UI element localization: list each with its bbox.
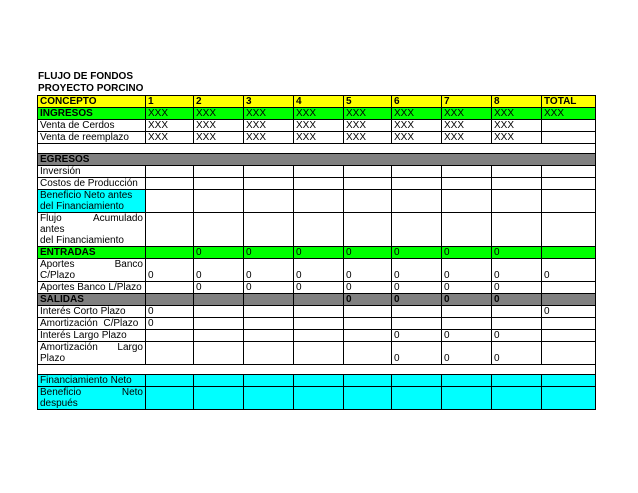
cell: [194, 342, 244, 365]
cell: XXX: [194, 108, 244, 120]
cell: [294, 318, 344, 330]
header-cell: CONCEPTO: [38, 96, 146, 108]
header-cell: 8: [492, 96, 542, 108]
cell: XXX: [294, 120, 344, 132]
cell: 0: [392, 342, 442, 365]
cell: [194, 318, 244, 330]
row-label: Venta de Cerdos: [38, 120, 146, 132]
row-label: Costos de Producción: [38, 178, 146, 190]
cell: 0: [294, 282, 344, 294]
cell: [294, 306, 344, 318]
header-cell: TOTAL: [542, 96, 596, 108]
row-label: [38, 387, 146, 410]
cell: [294, 294, 344, 306]
venta-cerdos-row: [38, 120, 596, 132]
cell: 0: [492, 330, 542, 342]
cell: 0: [392, 282, 442, 294]
cell: XXX: [442, 120, 492, 132]
cell: 0: [146, 306, 194, 318]
cell: XXX: [244, 132, 294, 144]
row-label: [38, 342, 146, 365]
cell: XXX: [244, 108, 294, 120]
interes-corto-row: [38, 306, 596, 318]
header-cell: 3: [244, 96, 294, 108]
cell: 0: [442, 330, 492, 342]
row-label: [38, 259, 146, 282]
cell: 0: [442, 342, 492, 365]
cell: 0: [442, 294, 492, 306]
row-label: [38, 213, 146, 247]
header-cell: 1: [146, 96, 194, 108]
spacer-row: [38, 365, 596, 375]
aportes-lplazo-row: [38, 282, 596, 294]
cell: 0: [194, 247, 244, 259]
cell: [244, 342, 294, 365]
row-label: Venta de reemplazo: [38, 132, 146, 144]
cell: [344, 306, 392, 318]
cell: 0: [542, 306, 596, 318]
cell: XXX: [244, 120, 294, 132]
aportes-cplazo-row: [38, 259, 596, 282]
cell: 0: [146, 318, 194, 330]
header-cell: 5: [344, 96, 392, 108]
cell: XXX: [344, 132, 392, 144]
cell: XXX: [392, 108, 442, 120]
cell: 0: [194, 259, 244, 282]
cell: [344, 318, 392, 330]
cell: 0: [294, 247, 344, 259]
label-line: del Financiamiento: [40, 235, 124, 246]
label-word: Neto: [121, 387, 143, 398]
spacer-row: [38, 144, 596, 154]
beneficio-despues-row: [38, 387, 596, 410]
cell: 0: [244, 282, 294, 294]
label-word: Beneficio: [40, 387, 82, 398]
cell: 0: [492, 294, 542, 306]
label-word: Aportes: [40, 259, 75, 270]
cell: XXX: [146, 108, 194, 120]
label-word: Amortización: [40, 342, 98, 353]
row-label: Aportes Banco L/Plazo: [38, 282, 146, 294]
cell: 0: [442, 259, 492, 282]
amortizacion-cplazo-row: [38, 318, 596, 330]
header-cell: 7: [442, 96, 492, 108]
label-line: Plazo: [40, 353, 66, 364]
label-line: antes: [40, 224, 65, 235]
cell: [294, 342, 344, 365]
cell: XXX: [194, 132, 244, 144]
cell: [542, 132, 596, 144]
cell: [442, 306, 492, 318]
cell: 0: [344, 259, 392, 282]
salidas-row: [38, 294, 596, 306]
cell: XXX: [146, 120, 194, 132]
inversion-row: [38, 166, 596, 178]
spacer-cell: [38, 365, 596, 375]
label-line: después: [40, 398, 78, 409]
cell: [244, 294, 294, 306]
cell: [146, 247, 194, 259]
header-cell: 6: [392, 96, 442, 108]
cell: [146, 282, 194, 294]
cell: [492, 318, 542, 330]
cell: [294, 330, 344, 342]
cell: [542, 120, 596, 132]
row-label: INGRESOS: [38, 108, 146, 120]
cell: [244, 306, 294, 318]
cell: [542, 247, 596, 259]
cell: XXX: [294, 132, 344, 144]
cell: 0: [492, 282, 542, 294]
cell: [392, 318, 442, 330]
cell: 0: [442, 282, 492, 294]
document-title: FLUJO DE FONDOS: [38, 71, 134, 82]
header-cell: 2: [194, 96, 244, 108]
label-line: Beneficio Neto antes: [40, 190, 133, 201]
row-label: [38, 190, 146, 213]
cell: XXX: [542, 108, 596, 120]
cell: XXX: [492, 132, 542, 144]
cell: 0: [294, 259, 344, 282]
header-cell: 4: [294, 96, 344, 108]
cell: [194, 306, 244, 318]
cell: XXX: [146, 132, 194, 144]
label-word: Largo: [117, 342, 143, 353]
cell: [244, 330, 294, 342]
cell: XXX: [194, 120, 244, 132]
row-label: ENTRADAS: [38, 247, 146, 259]
cell: 0: [344, 294, 392, 306]
interes-largo-row: [38, 330, 596, 342]
cell: XXX: [294, 108, 344, 120]
cell: XXX: [392, 120, 442, 132]
cell: [344, 342, 392, 365]
cell: [542, 318, 596, 330]
cell: 0: [146, 259, 194, 282]
cell: [542, 294, 596, 306]
cell: 0: [244, 259, 294, 282]
egresos-row: [38, 154, 596, 166]
cell: 0: [542, 259, 596, 282]
costos-produccion-row: [38, 178, 596, 190]
beneficio-antes-row: [38, 190, 596, 213]
ingresos-row: [38, 108, 596, 120]
row-label: Inversión: [38, 166, 146, 178]
row-label: Amortización C/Plazo: [38, 318, 146, 330]
cell: 0: [392, 247, 442, 259]
venta-reemplazo-row: [38, 132, 596, 144]
cell: [146, 294, 194, 306]
cell: 0: [392, 294, 442, 306]
entradas-row: [38, 247, 596, 259]
cell: XXX: [492, 120, 542, 132]
cell: 0: [244, 247, 294, 259]
cell: [194, 330, 244, 342]
cell: 0: [344, 282, 392, 294]
cell: 0: [442, 247, 492, 259]
cash-flow-table: [37, 95, 596, 410]
label-word: Banco: [114, 259, 143, 270]
row-label: Financiamiento Neto: [38, 375, 146, 387]
row-label: Interés Largo Plazo: [38, 330, 146, 342]
row-label: SALIDAS: [38, 294, 146, 306]
cell: 0: [344, 247, 392, 259]
cell: 0: [492, 342, 542, 365]
label-line: del Financiamiento: [40, 201, 124, 212]
cell: [542, 282, 596, 294]
cell: XXX: [344, 120, 392, 132]
cell: [146, 342, 194, 365]
amortizacion-largo-row: [38, 342, 596, 365]
cell: XXX: [442, 132, 492, 144]
cell: 0: [492, 247, 542, 259]
flujo-acumulado-row: [38, 213, 596, 247]
cell: [244, 318, 294, 330]
financiamiento-neto-row: [38, 375, 596, 387]
label-line: C/Plazo: [40, 270, 76, 281]
cell: 0: [392, 259, 442, 282]
label-word: Flujo: [40, 213, 62, 224]
cell: XXX: [392, 132, 442, 144]
cell: [442, 318, 492, 330]
cell: 0: [492, 259, 542, 282]
cell: [344, 330, 392, 342]
cell: 0: [194, 282, 244, 294]
header-row: [38, 96, 596, 108]
cell: XXX: [492, 108, 542, 120]
cell: XXX: [442, 108, 492, 120]
spacer-cell: [38, 144, 596, 154]
cell: [194, 294, 244, 306]
cell: [146, 330, 194, 342]
section-label: EGRESOS: [38, 154, 596, 166]
cell: 0: [392, 330, 442, 342]
cell: [492, 306, 542, 318]
cell: [542, 330, 596, 342]
row-label: Interés Corto Plazo: [38, 306, 146, 318]
cell: [542, 342, 596, 365]
label-word: Acumulado: [92, 213, 143, 224]
cell: [392, 306, 442, 318]
cell: XXX: [344, 108, 392, 120]
document-subtitle: PROYECTO PORCINO: [38, 83, 144, 94]
